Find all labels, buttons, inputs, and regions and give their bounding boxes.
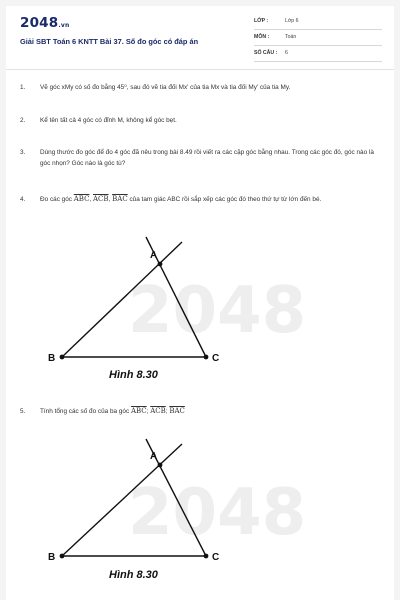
angle-separator: ; xyxy=(146,408,151,415)
meta-subject-label: MÔN : xyxy=(254,34,270,40)
meta-class xyxy=(254,16,382,30)
worksheet-header xyxy=(6,6,394,68)
point-c xyxy=(204,554,209,559)
angle-label: $\overline{ABC}$ xyxy=(73,195,90,203)
point-a xyxy=(158,463,163,468)
question-text: Vẽ góc xMy có số đo bằng 45⁰, sau đó vẽ tia đối Mx' của tia Mx và tia đối My' của tia My. xyxy=(40,84,291,91)
angle-label: $\overline{BAC}$ xyxy=(169,407,185,415)
meta-class-label: LỚP : xyxy=(254,18,269,24)
label-c: C xyxy=(212,552,220,563)
angle-separator: , xyxy=(108,196,113,203)
question-number: 3. xyxy=(20,149,26,156)
meta-question-count xyxy=(254,48,382,62)
watermark-text: 2048 xyxy=(128,274,307,348)
question-text xyxy=(40,194,384,205)
label-a: A xyxy=(150,451,158,462)
document-title: Giải SBT Toán 6 KNTT Bài 37. Số đo góc có đáp án xyxy=(20,37,199,46)
question-text-before: Đo các góc xyxy=(40,196,74,203)
header-divider xyxy=(6,69,394,70)
question-number: 1. xyxy=(20,84,26,91)
label-b: B xyxy=(48,353,56,364)
question-text: Dùng thước đo góc để đo 4 góc đã nêu trong bài 8.49 rồi viết ra các cặp góc bằng nhau. Trong các góc đó, góc nào là góc nhọn? Góc nào là góc tù? xyxy=(40,149,374,167)
angle-separator: ; xyxy=(165,408,170,415)
meta-question-count-label: SỐ CÂU : xyxy=(254,50,278,56)
logo-main: 2048 xyxy=(20,15,59,31)
figure-caption: Hình 8.30 xyxy=(109,369,158,381)
question-text: Kể tên tất cả 4 góc có đỉnh M, không kể góc bẹt. xyxy=(40,117,177,124)
triangle-diagram xyxy=(6,234,394,390)
label-a: A xyxy=(150,250,158,261)
question-text-before: Tính tổng các số đo của ba góc xyxy=(40,408,131,415)
triangle-figure-1 xyxy=(6,234,394,390)
question-number: 2. xyxy=(20,117,26,124)
meta-subject xyxy=(254,32,382,46)
point-a xyxy=(158,262,163,267)
label-c: C xyxy=(212,353,220,364)
angle-label: $\overline{ACB}$ xyxy=(150,407,166,415)
label-b: B xyxy=(48,552,56,563)
question-text xyxy=(40,406,384,417)
triangle-figure-2 xyxy=(6,438,394,590)
angle-label: $\overline{ACB}$ xyxy=(93,195,109,203)
logo-suffix: .vn xyxy=(58,22,70,29)
meta-subject-value: Toán xyxy=(285,34,297,40)
angle-label: $\overline{ABC}$ xyxy=(130,407,147,415)
point-b xyxy=(60,554,65,559)
meta-class-value: Lớp 6 xyxy=(285,18,299,24)
point-c xyxy=(204,355,209,360)
triangle-diagram xyxy=(6,438,394,590)
question-number: 4. xyxy=(20,196,26,203)
figure-caption: Hình 8.30 xyxy=(109,569,158,581)
angle-separator: , xyxy=(89,196,93,203)
site-logo[interactable] xyxy=(20,15,69,31)
question-text-after: của tam giác ABC rồi sắp xếp các góc đó theo thứ tự từ lớn đến bé. xyxy=(127,196,322,203)
watermark-text: 2048 xyxy=(128,476,307,550)
angle-label: $\overline{BAC}$ xyxy=(112,195,128,203)
point-b xyxy=(60,355,65,360)
worksheet xyxy=(6,6,394,600)
question-number: 5. xyxy=(20,408,26,415)
meta-question-count-value: 6 xyxy=(285,50,288,56)
